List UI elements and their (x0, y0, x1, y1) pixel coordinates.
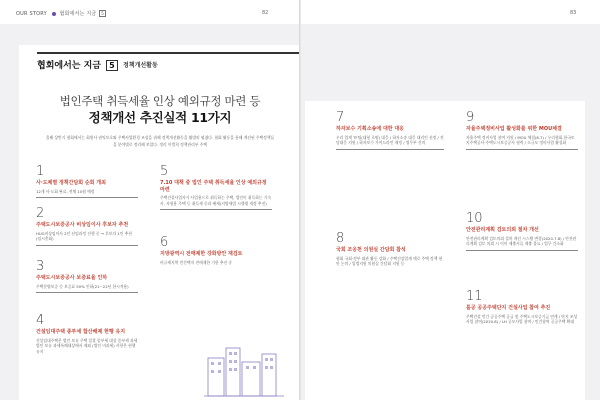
story-section-number: 5 (101, 11, 104, 16)
item-title: 건설임대주택 종부세 합산배제 현행 유지 (36, 329, 126, 335)
item-divider (160, 209, 272, 210)
item-number: 7 (336, 110, 345, 125)
list-item (36, 260, 138, 293)
item-title: 국회 조응천 의원실 간담회 참석 (336, 247, 406, 253)
item-title: 주택도시보증공사 보증료율 인하 (36, 275, 108, 281)
item-title: 지방광역시 전매제한 강화방안 재검토 (160, 251, 243, 257)
item-number: 3 (36, 259, 45, 274)
item-divider (36, 292, 138, 293)
item-number: 11 (466, 289, 483, 304)
item-desc: 12개 사·도회 완료, 전체 10월 예정 (36, 188, 95, 194)
list-item (36, 207, 138, 246)
section-number: 5 (106, 60, 118, 71)
item-desc: HUG비상임이사 2인 선임과정 진행 중 → 후보자 1인 추천 (임시총회) (36, 230, 132, 242)
item-divider (36, 197, 138, 198)
item-number: 1 (36, 164, 45, 179)
item-number: 10 (466, 211, 483, 226)
section-header (37, 52, 299, 72)
list-item (160, 165, 272, 210)
item-desc: 자율주택 정비사업 참여 지원 / MOU 체결(8.7) / 우리협회-한국토지주택공사·주택도시보증공사 협력 / 소규모 정비사업 활성화 (466, 134, 575, 146)
running-header (16, 10, 106, 17)
story-section: 협회에서는 지금 (59, 11, 97, 17)
list-item (36, 314, 138, 354)
list-item (160, 236, 272, 265)
section-title (37, 58, 118, 71)
item-divider (336, 149, 444, 150)
item-number: 8 (336, 231, 345, 246)
item-title: 자율주택정비사업 활성화를 위한 MOU체결 (466, 126, 562, 132)
item-desc: 주택건설사업자가 사업용으로 취득하는 주택, 법인이 취득하는 기숙사, 사원용 주택 등 취득세 중과 배제(지방세법 시행령 개정 추진) (160, 195, 272, 206)
list-item (336, 111, 444, 150)
item-number: 6 (160, 235, 169, 250)
item-divider (36, 245, 138, 246)
section-subtitle: 정책개선활동 (123, 62, 158, 69)
item-title: 룸공 공공주택단지 건설사업 참여 추진 (466, 305, 551, 311)
item-desc: 주택건설 민간 공공주택 공급 및 주택도시보증기금 연계 / 단지 조성 사업 참여(2020.8) / LH 공모사업 참여 / 민간참여 공공주택 확대 (466, 313, 578, 325)
page-number-right: 83 (570, 10, 577, 16)
item-desc: 주택분양보증 등 보증료 50% 인하(21~22년 한시적용) (36, 283, 129, 289)
item-title: 하자보수 기획소송에 대한 대응 (336, 126, 405, 132)
item-number: 4 (36, 313, 45, 328)
bullet-dot-icon (52, 12, 56, 16)
item-desc: 건설임대주택은 법인 보유 주택 일괄 종부세 대상 종부세 과세 법인 보유 과세특례대상에서 제외 (법인 비과세) 사항은 현행 유지 (36, 337, 138, 354)
list-item (36, 165, 138, 198)
story-label: OUR STORY (16, 11, 47, 17)
item-number: 9 (466, 110, 475, 125)
item-desc: 비규제지역 민간택지 전매제한 기한 추진 중 (160, 259, 233, 265)
item-number: 2 (36, 206, 45, 221)
page-number-left: 82 (262, 10, 269, 16)
page-fold (299, 0, 301, 400)
list-item (466, 290, 578, 325)
item-desc: 협회 국회·정부 대관 활동 강화 / 주택건설업계 애로 주택 정책 현안 논의 / 입법지원 의원실 간담회 지원 등 (336, 255, 443, 267)
item-divider (466, 250, 578, 251)
list-item (466, 111, 578, 150)
item-desc: 우리 업계 TF팀(대형 로펌) 대응 / 하자소송 대응 대리인 선정 / 전담대응 지원 / 하자보수 가이드라인 제정 / 법무부 건의 (336, 134, 444, 146)
list-item (336, 232, 444, 267)
item-title: 안전관리계획 검토의뢰 절차 개선 (466, 227, 539, 233)
item-divider (466, 149, 578, 150)
headline-line1: 법인주택 취득세율 인상 예외규정 마련 등 (59, 94, 261, 108)
headline-line2: 정책개선 추진실적 11가지 (88, 110, 232, 125)
list-item (466, 212, 578, 251)
item-number: 5 (160, 164, 169, 179)
item-title: 7.10 대책 중 법인 주택 취득세율 인상 예외규정 마련 (160, 180, 267, 193)
item-title: 사·도체별 정책간담회 순회 개최 (36, 180, 106, 186)
item-title: 주택도시보증공사 비상임이사 후보자 추천 (36, 222, 129, 228)
item-desc: 안전관리계획 검토의뢰 절차 개선 시스템 변경(2020.7.8) / 안전관리계획 검토 의뢰 시 이미 제출서류 제출 불요 / 업무 간소화 (466, 235, 577, 247)
intro-text: 올해 상반기 협회에서는 회원사 권익보호와 주택사업환경 조성을 위해 정책개선활동을 활발히 펼쳤다. 협회 활동을 통해 개선된 주택정책들을 분야별로 정리해 보았다. 정리 이범희 정책관리부 주택 (45, 135, 275, 147)
section-title-text: 협회에서는 지금 (37, 61, 101, 71)
buildings-illustration (200, 340, 290, 398)
